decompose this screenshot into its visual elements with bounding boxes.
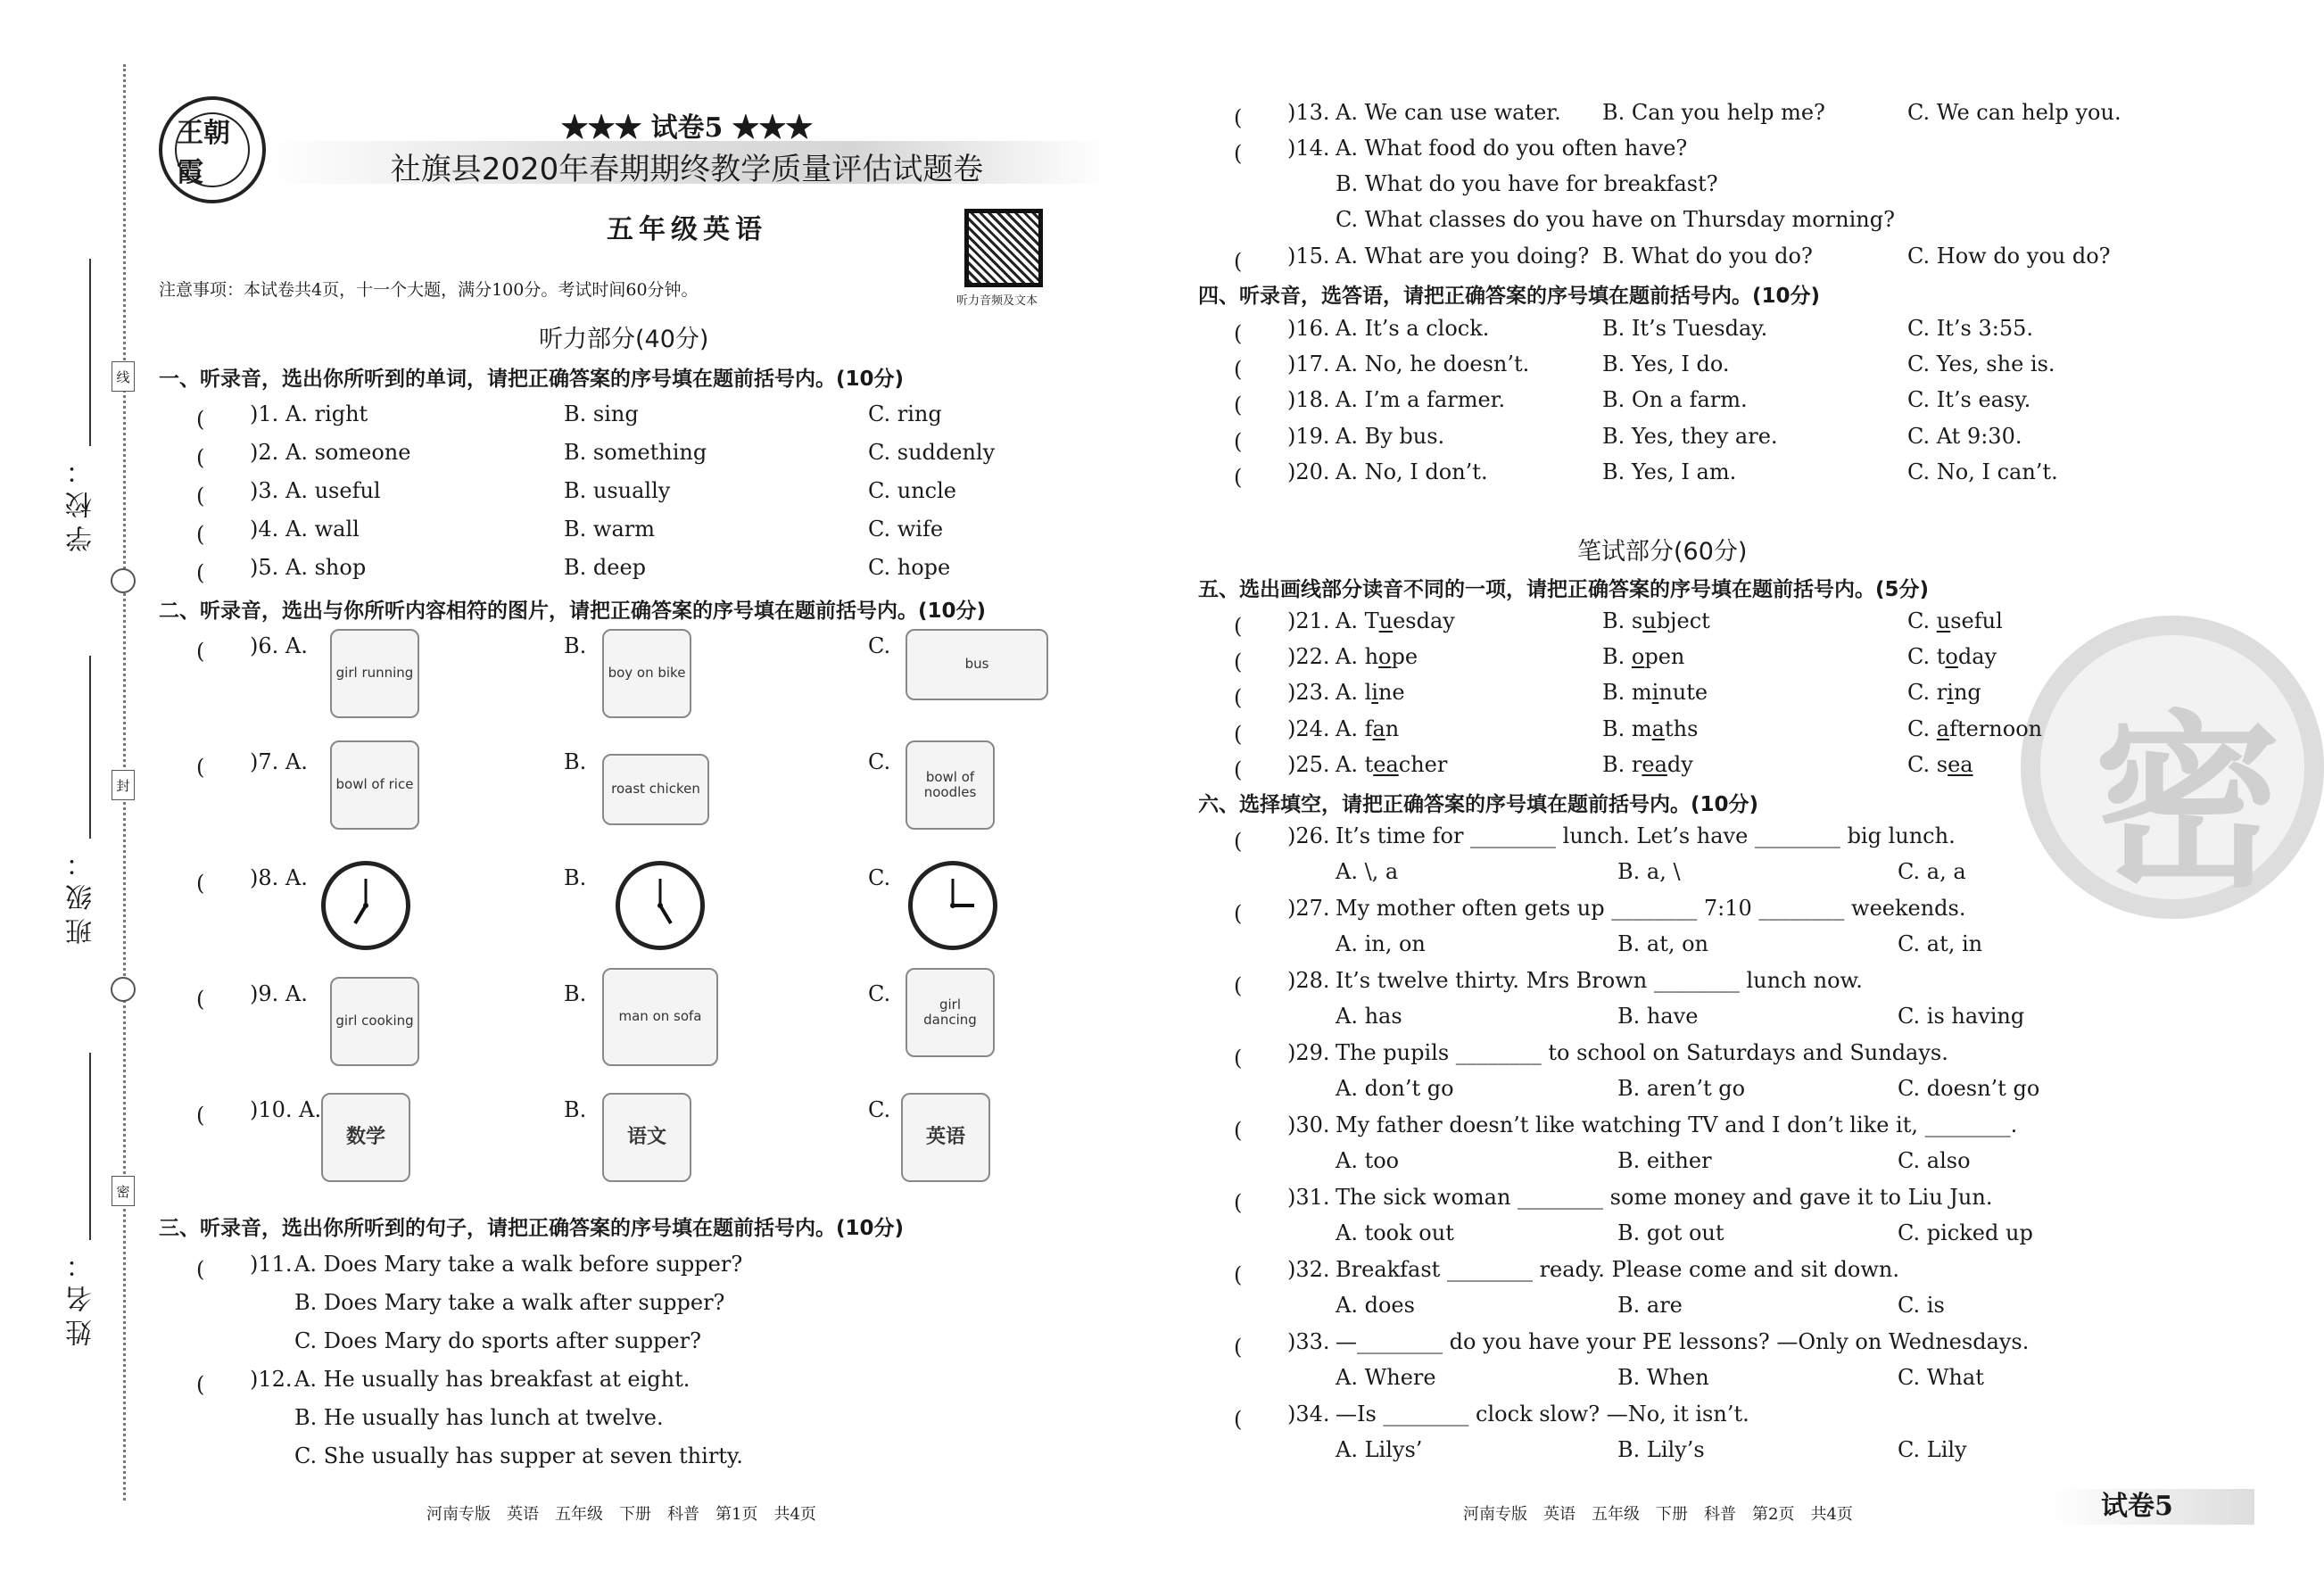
- option-b: B. at, on: [1617, 931, 1709, 956]
- option-a: A. I’m a farmer.: [1336, 387, 1506, 412]
- option-b: B. sing: [564, 401, 639, 426]
- option-b: B. warm: [564, 517, 655, 542]
- clock-face-icon: [328, 868, 403, 943]
- option-c: [1907, 644, 1997, 669]
- answer-blank[interactable]: (: [1234, 1190, 1264, 1215]
- logo-text: 王朝霞: [175, 112, 250, 187]
- option-b: B. usually: [564, 478, 671, 503]
- publisher-logo: [159, 96, 266, 203]
- option-c-label: C.: [868, 633, 891, 658]
- answer-blank[interactable]: (: [1234, 901, 1264, 926]
- word-part: A. T: [1336, 608, 1379, 633]
- name-label: 姓名：: [66, 1245, 97, 1346]
- underlined-letters: ea: [1642, 752, 1667, 777]
- question-stem: It’s twelve thirty. Mrs Brown ________ lunch now.: [1336, 968, 1863, 993]
- confidential-seal: [2021, 616, 2324, 919]
- question-number: )28.: [1287, 968, 1330, 993]
- option-c: C. Yes, she is.: [1907, 351, 2055, 376]
- option-c: [1907, 716, 2042, 741]
- clock-option-c: [908, 861, 997, 950]
- answer-blank[interactable]: (: [196, 755, 227, 780]
- underlined-letters: u: [1936, 608, 1951, 633]
- option-c: C. At 9:30.: [1907, 424, 2022, 449]
- word-part: pen: [1644, 644, 1685, 669]
- option-a: [1336, 608, 1455, 633]
- answer-blank[interactable]: (: [1234, 685, 1264, 710]
- answer-blank[interactable]: (: [1234, 1407, 1264, 1432]
- school-field[interactable]: [89, 259, 91, 446]
- series-badge-text: 试卷5: [650, 112, 724, 144]
- option-c: C. How do you do?: [1907, 244, 2111, 269]
- option-b: [1602, 752, 1693, 777]
- underlined-letters: i: [1371, 680, 1378, 705]
- answer-blank[interactable]: (: [1234, 757, 1264, 782]
- option-c: C. It’s 3:55.: [1907, 316, 2033, 341]
- underlined-letters: o: [1378, 644, 1392, 669]
- word-part: ng: [1953, 680, 1981, 705]
- picture-option-b: man on sofa: [602, 968, 718, 1066]
- clock-option-b: [616, 861, 705, 950]
- answer-blank[interactable]: (: [1234, 1262, 1264, 1287]
- option-c: C. wife: [868, 517, 944, 542]
- question-number: )14.: [1287, 136, 1330, 161]
- option-a: A. Does Mary take a walk before supper?: [294, 1252, 743, 1277]
- answer-blank[interactable]: (: [196, 522, 227, 547]
- option-a: A. No, he doesn’t.: [1336, 351, 1530, 376]
- option-c: [1907, 608, 2003, 633]
- answer-blank[interactable]: (: [196, 1103, 227, 1128]
- question-number: )17.: [1287, 351, 1330, 376]
- option-b: [1602, 608, 1710, 633]
- word-part: A. t: [1336, 752, 1374, 777]
- option-b: B. Yes, I do.: [1602, 351, 1730, 376]
- word-part: day: [1957, 644, 1997, 669]
- underlined-letters: u: [1642, 608, 1657, 633]
- seal-mark-seal: 封: [112, 770, 135, 800]
- answer-blank[interactable]: (: [1234, 829, 1264, 854]
- option-c: C. She usually has supper at seven thirty.: [294, 1443, 743, 1468]
- option-b: B. It’s Tuesday.: [1602, 316, 1768, 341]
- option-a: A. right: [285, 401, 368, 426]
- question-number: )5.: [250, 555, 279, 580]
- question-number: )6. A.: [250, 633, 308, 658]
- option-c: C. is having: [1898, 1004, 2025, 1029]
- answer-blank[interactable]: (: [196, 1372, 227, 1397]
- option-a: A. someone: [285, 440, 411, 465]
- question-stem: —Is ________ clock slow? —No, it isn’t.: [1336, 1402, 1749, 1426]
- option-a: A. don’t go: [1336, 1076, 1454, 1101]
- word-part: B. s: [1602, 608, 1643, 633]
- answer-blank[interactable]: (: [1234, 249, 1264, 274]
- option-a: A. wall: [285, 517, 360, 542]
- question-number: )3.: [250, 478, 279, 503]
- option-a: [1336, 752, 1447, 777]
- option-c: C. Does Mary do sports after supper?: [294, 1328, 701, 1353]
- answer-blank[interactable]: (: [1234, 393, 1264, 418]
- question-number: )7. A.: [250, 749, 308, 774]
- seal-mark-line: 线: [112, 361, 135, 392]
- word-part: C.: [1907, 716, 1937, 741]
- section-2-title: 二、听录音，选出与你所听内容相符的图片，请把正确答案的序号填在题前括号内。(10分): [159, 600, 987, 623]
- school-label: 学校：: [66, 451, 97, 552]
- picture-option-c: bowl of noodles: [906, 740, 995, 830]
- clock-option-a: [321, 861, 410, 950]
- option-b-label: B.: [564, 749, 587, 774]
- option-b: B. Does Mary take a walk after supper?: [294, 1290, 725, 1315]
- answer-blank[interactable]: (: [196, 407, 227, 432]
- option-c: C. ring: [868, 401, 942, 426]
- underlined-letters: a: [1651, 716, 1665, 741]
- option-b: B. deep: [564, 555, 647, 580]
- answer-blank[interactable]: (: [1234, 429, 1264, 454]
- option-c: C. suddenly: [868, 440, 996, 465]
- word-part: A. h: [1336, 644, 1379, 669]
- question-stem: The sick woman ________ some money and gave it to Liu Jun.: [1336, 1185, 1993, 1210]
- option-a: A. Lilys’: [1336, 1437, 1423, 1462]
- option-c: [1907, 680, 1981, 705]
- option-c-label: C.: [868, 865, 891, 890]
- option-a: A. has: [1336, 1004, 1402, 1029]
- word-part: bject: [1656, 608, 1710, 633]
- question-number: )23.: [1287, 680, 1330, 705]
- question-number: )11.: [250, 1252, 293, 1277]
- qr-caption: 听力音频及文本: [956, 294, 1038, 308]
- word-part: A. f: [1336, 716, 1373, 741]
- option-b: B. Yes, I am.: [1602, 459, 1737, 484]
- question-number: )34.: [1287, 1402, 1330, 1426]
- underlined-letters: i: [1651, 680, 1659, 705]
- section-1-title: 一、听录音，选出你所听到的单词，请把正确答案的序号填在题前括号内。(10分): [159, 368, 905, 391]
- option-b: [1602, 680, 1708, 705]
- question-number: )19.: [1287, 424, 1330, 449]
- answer-blank[interactable]: (: [196, 560, 227, 585]
- option-a: A. It’s a clock.: [1336, 316, 1490, 341]
- option-b: B. are: [1617, 1293, 1683, 1318]
- option-c: C. Lily: [1898, 1437, 1967, 1462]
- class-label: 班级：: [66, 843, 97, 945]
- exam-subject: 五年级英语: [607, 214, 767, 245]
- underlined-letters: i: [1947, 680, 1954, 705]
- footer-right: 河南专版 英语 五年级 下册 科普 第2页 共4页: [1463, 1505, 1853, 1524]
- question-number: )18.: [1287, 387, 1330, 412]
- option-a: A. Where: [1336, 1365, 1436, 1390]
- question-stem: My father doesn’t like watching TV and I don’t like it, ________.: [1336, 1112, 2018, 1137]
- option-c-label: C.: [868, 1097, 891, 1122]
- word-part: C. r: [1907, 680, 1948, 705]
- option-c: C. What: [1898, 1365, 1984, 1390]
- option-b: [1602, 716, 1698, 741]
- option-c: [1907, 752, 1973, 777]
- option-a: A. took out: [1336, 1220, 1454, 1245]
- punch-hole: [111, 568, 136, 593]
- option-a: [1336, 644, 1418, 669]
- option-b: B. either: [1617, 1148, 1712, 1173]
- section-4-title: 四、听录音，选答语，请把正确答案的序号填在题前括号内。(10分): [1198, 285, 1821, 308]
- writing-part-title: 笔试部分(60分): [1577, 538, 1748, 566]
- answer-blank[interactable]: (: [1234, 1335, 1264, 1360]
- answer-blank[interactable]: (: [196, 639, 227, 664]
- question-number: )4.: [250, 517, 279, 542]
- underlined-letters: ea: [1373, 752, 1399, 777]
- option-c: C. uncle: [868, 478, 956, 503]
- word-part: B. m: [1602, 716, 1652, 741]
- word-part: C. t: [1907, 644, 1946, 669]
- question-number: )9. A.: [250, 981, 308, 1006]
- question-number: )21.: [1287, 608, 1330, 633]
- word-part: B. r: [1602, 752, 1642, 777]
- option-a: A. By bus.: [1336, 424, 1445, 449]
- listening-part-title: 听力部分(40分): [539, 326, 709, 353]
- word-part: seful: [1950, 608, 2003, 633]
- word-part: C.: [1907, 608, 1937, 633]
- series-badge: ★★★ 试卷5 ★★★: [561, 112, 813, 144]
- word-part: C. s: [1907, 752, 1948, 777]
- answer-blank[interactable]: (: [1234, 649, 1264, 674]
- option-c: C. picked up: [1898, 1220, 2033, 1245]
- option-b: B. have: [1617, 1004, 1699, 1029]
- answer-blank[interactable]: (: [1234, 141, 1264, 166]
- option-b-label: B.: [564, 981, 587, 1006]
- option-c-label: C.: [868, 981, 891, 1006]
- answer-blank[interactable]: (: [196, 987, 227, 1012]
- option-a: A. useful: [285, 478, 381, 503]
- picture-option-a: girl cooking: [330, 977, 419, 1066]
- option-a: A. shop: [285, 555, 367, 580]
- question-number: )31.: [1287, 1185, 1330, 1210]
- answer-blank[interactable]: (: [1234, 614, 1264, 639]
- option-c: C. No, I can’t.: [1907, 459, 2058, 484]
- book-english-picture: 英语: [901, 1093, 990, 1182]
- option-b: [1602, 644, 1684, 669]
- question-number: )16.: [1287, 316, 1330, 341]
- question-number: )15.: [1287, 244, 1330, 269]
- option-a: A. \, a: [1336, 859, 1399, 884]
- option-b: B. aren’t go: [1617, 1076, 1746, 1101]
- underlined-letters: ea: [1948, 752, 1973, 777]
- option-b-label: B.: [564, 633, 587, 658]
- question-number: )25.: [1287, 752, 1330, 777]
- clock-face-icon: [623, 868, 698, 943]
- class-field[interactable]: [89, 656, 91, 839]
- question-stem: Breakfast ________ ready. Please come and sit down.: [1336, 1257, 1899, 1282]
- question-number: )8. A.: [250, 865, 308, 890]
- question-number: )30.: [1287, 1112, 1330, 1137]
- option-a: A. in, on: [1336, 931, 1426, 956]
- option-b: B. What do you do?: [1602, 244, 1813, 269]
- underlined-letters: a: [1372, 716, 1385, 741]
- option-a: A. We can use water.: [1336, 100, 1561, 125]
- question-stem: —________ do you have your PE lessons? —Only on Wednesdays.: [1336, 1329, 2030, 1354]
- question-number: )20.: [1287, 459, 1330, 484]
- word-part: B. m: [1602, 680, 1652, 705]
- question-number: )2.: [250, 440, 279, 465]
- picture-option-c: girl dancing: [906, 968, 995, 1057]
- option-b: B. He usually has lunch at twelve.: [294, 1405, 664, 1430]
- word-part: A. l: [1336, 680, 1372, 705]
- question-stem: My mother often gets up ________ 7:10 ________ weekends.: [1336, 896, 1966, 921]
- word-part: n: [1385, 716, 1400, 741]
- option-a: A. He usually has breakfast at eight.: [294, 1367, 691, 1392]
- answer-blank[interactable]: (: [196, 1257, 227, 1282]
- question-number: )22.: [1287, 644, 1330, 669]
- word-part: dy: [1666, 752, 1693, 777]
- option-b-label: B.: [564, 865, 587, 890]
- option-b: B. Yes, they are.: [1602, 424, 1778, 449]
- picture-option-a: girl running: [330, 629, 419, 718]
- option-c: C. What classes do you have on Thursday morning?: [1336, 207, 1895, 232]
- underlined-letters: o: [1631, 644, 1645, 669]
- option-b: B. What do you have for breakfast?: [1336, 171, 1718, 196]
- question-stem: The pupils ________ to school on Saturdays and Sundays.: [1336, 1040, 1948, 1065]
- answer-blank[interactable]: (: [1234, 105, 1264, 130]
- option-b: B. Can you help me?: [1602, 100, 1825, 125]
- answer-blank[interactable]: (: [1234, 357, 1264, 382]
- question-number: )13.: [1287, 100, 1330, 125]
- option-b-label: B.: [564, 1097, 587, 1122]
- qr-code[interactable]: [964, 209, 1043, 287]
- option-c: C. doesn’t go: [1898, 1076, 2040, 1101]
- question-number: )26.: [1287, 823, 1330, 848]
- punch-hole: [111, 977, 136, 1002]
- word-part: cher: [1398, 752, 1448, 777]
- option-a: A. What are you doing?: [1336, 244, 1590, 269]
- picture-option-a: bowl of rice: [330, 740, 419, 830]
- underlined-letters: a: [1936, 716, 1950, 741]
- answer-blank[interactable]: (: [1234, 1046, 1264, 1071]
- underlined-letters: u: [1378, 608, 1394, 633]
- book-math-picture: 数学: [321, 1093, 410, 1182]
- word-part: esday: [1393, 608, 1455, 633]
- option-b: B. got out: [1617, 1220, 1724, 1245]
- picture-option-b: roast chicken: [602, 754, 709, 825]
- question-number: )33.: [1287, 1329, 1330, 1354]
- option-c: C. It’s easy.: [1907, 387, 2031, 412]
- question-number: )27.: [1287, 896, 1330, 921]
- book-chinese-picture: 语文: [602, 1093, 691, 1182]
- question-number: )29.: [1287, 1040, 1330, 1065]
- option-a: A. too: [1336, 1148, 1400, 1173]
- section-3-title: 三、听录音，选出你所听到的句子，请把正确答案的序号填在题前括号内。(10分): [159, 1217, 905, 1240]
- option-c: C. hope: [868, 555, 951, 580]
- option-b: B. Lily’s: [1617, 1437, 1705, 1462]
- word-part: pe: [1391, 644, 1418, 669]
- answer-blank[interactable]: (: [196, 445, 227, 470]
- answer-blank[interactable]: (: [196, 871, 227, 896]
- question-number: )24.: [1287, 716, 1330, 741]
- exam-notice: 注意事项：本试卷共4页，十一个大题，满分100分。考试时间60分钟。: [159, 280, 699, 300]
- answer-blank[interactable]: (: [1234, 722, 1264, 747]
- answer-blank[interactable]: (: [1234, 973, 1264, 998]
- answer-blank[interactable]: (: [1234, 465, 1264, 490]
- section-6-title: 六、选择填空，请把正确答案的序号填在题前括号内。(10分): [1198, 793, 1759, 816]
- underlined-letters: o: [1945, 644, 1958, 669]
- question-stem: It’s time for ________ lunch. Let’s have ________ big lunch.: [1336, 823, 1956, 848]
- question-number: )1.: [250, 401, 279, 426]
- word-part: nute: [1658, 680, 1708, 705]
- picture-option-c: bus: [906, 629, 1048, 700]
- answer-blank[interactable]: (: [1234, 321, 1264, 346]
- option-c: C. a, a: [1898, 859, 1966, 884]
- option-b: B. something: [564, 440, 707, 465]
- question-number: )10. A.: [250, 1097, 322, 1122]
- option-b: B. When: [1617, 1365, 1709, 1390]
- answer-blank[interactable]: (: [196, 484, 227, 509]
- option-a: A. does: [1336, 1293, 1415, 1318]
- footer-left: 河南专版 英语 五年级 下册 科普 第1页 共4页: [426, 1505, 816, 1524]
- word-part: fternoon: [1949, 716, 2043, 741]
- option-c: C. at, in: [1898, 931, 1983, 956]
- clock-face-icon: [915, 868, 990, 943]
- answer-blank[interactable]: (: [1234, 1118, 1264, 1143]
- exam-number-tag: 试卷5: [2052, 1489, 2254, 1525]
- option-a: A. What food do you often have?: [1336, 136, 1688, 161]
- word-part: ths: [1664, 716, 1699, 741]
- name-field[interactable]: [89, 1053, 91, 1240]
- option-a: [1336, 680, 1405, 705]
- option-b: B. a, \: [1617, 859, 1681, 884]
- option-a: [1336, 716, 1399, 741]
- option-c-label: C.: [868, 749, 891, 774]
- word-part: ne: [1377, 680, 1405, 705]
- option-c: C. also: [1898, 1148, 1971, 1173]
- seal-glyph: 密: [2094, 694, 2282, 913]
- seal-mark-secret: 密: [112, 1176, 135, 1206]
- option-a: A. No, I don’t.: [1336, 459, 1488, 484]
- option-c: C. We can help you.: [1907, 100, 2121, 125]
- option-b: B. On a farm.: [1602, 387, 1748, 412]
- question-number: )12.: [250, 1367, 293, 1392]
- word-part: B.: [1602, 644, 1632, 669]
- exam-title: 社旗县2020年春期期终教学质量评估试题卷: [390, 152, 984, 187]
- question-number: )32.: [1287, 1257, 1330, 1282]
- picture-option-b: boy on bike: [602, 629, 691, 718]
- option-c: C. is: [1898, 1293, 1945, 1318]
- section-5-title: 五、选出画线部分读音不同的一项，请把正确答案的序号填在题前括号内。(5分): [1198, 578, 1930, 601]
